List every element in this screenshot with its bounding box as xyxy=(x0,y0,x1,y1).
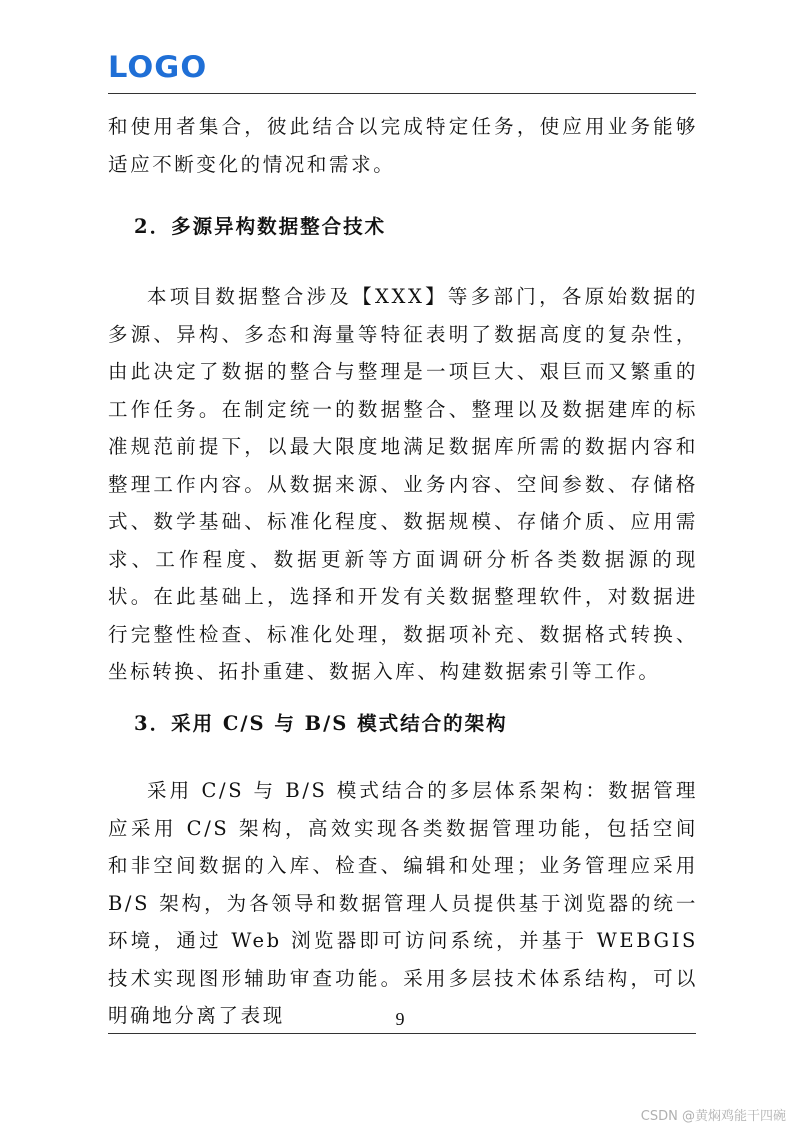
paragraph-continuation: 和使用者集合，彼此结合以完成特定任务，使应用业务能够适应不断变化的情况和需求。 xyxy=(108,115,698,176)
section-heading-2: 2．多源异构数据整合技术 xyxy=(134,215,387,238)
header-divider xyxy=(108,93,696,94)
paragraph-architecture: 采用 C/S 与 B/S 模式结合的多层体系架构：数据管理应采用 C/S 架构，高效实现各类数据管理功能，包括空间和非空间数据的入库、检查、编辑和处理；业务管理应采用 B/S 架构，为各领导和数据管理人员提供基于浏览器的统一环境，通过 Web 浏览器即可访问系统，并基于 WEBGIS 技术实现图形辅助审查功能。采用多层技术体系结构，可以明确地分离了表现 xyxy=(108,779,698,1027)
footer-divider xyxy=(108,1033,696,1034)
paragraph-data-integration: 本项目数据整合涉及【XXX】等多部门，各原始数据的多源、异构、多态和海量等特征表明了数据高度的复杂性，由此决定了数据的整合与整理是一项巨大、艰巨而又繁重的工作任务。在制定统一的数据整合、整理以及数据建库的标准规范前提下，以最大限度地满足数据库所需的数据内容和整理工作内容。从数据来源、业务内容、空间参数、存储格式、数学基础、标准化程度、数据规模、存储介质、应用需求、工作程度、数据更新等方面调研分析各类数据源的现状。在此基础上，选择和开发有关数据整理软件，对数据进行完整性检查、标准化处理，数据项补充、数据格式转换、坐标转换、拓扑重建、数据入库、构建数据索引等工作。 xyxy=(108,285,698,683)
section-heading-3: 3．采用 C/S 与 B/S 模式结合的架构 xyxy=(134,712,508,735)
logo: LOGO xyxy=(108,50,208,84)
watermark: CSDN @黄焖鸡能干四碗 xyxy=(640,1109,786,1124)
page-number: 9 xyxy=(395,1009,405,1029)
